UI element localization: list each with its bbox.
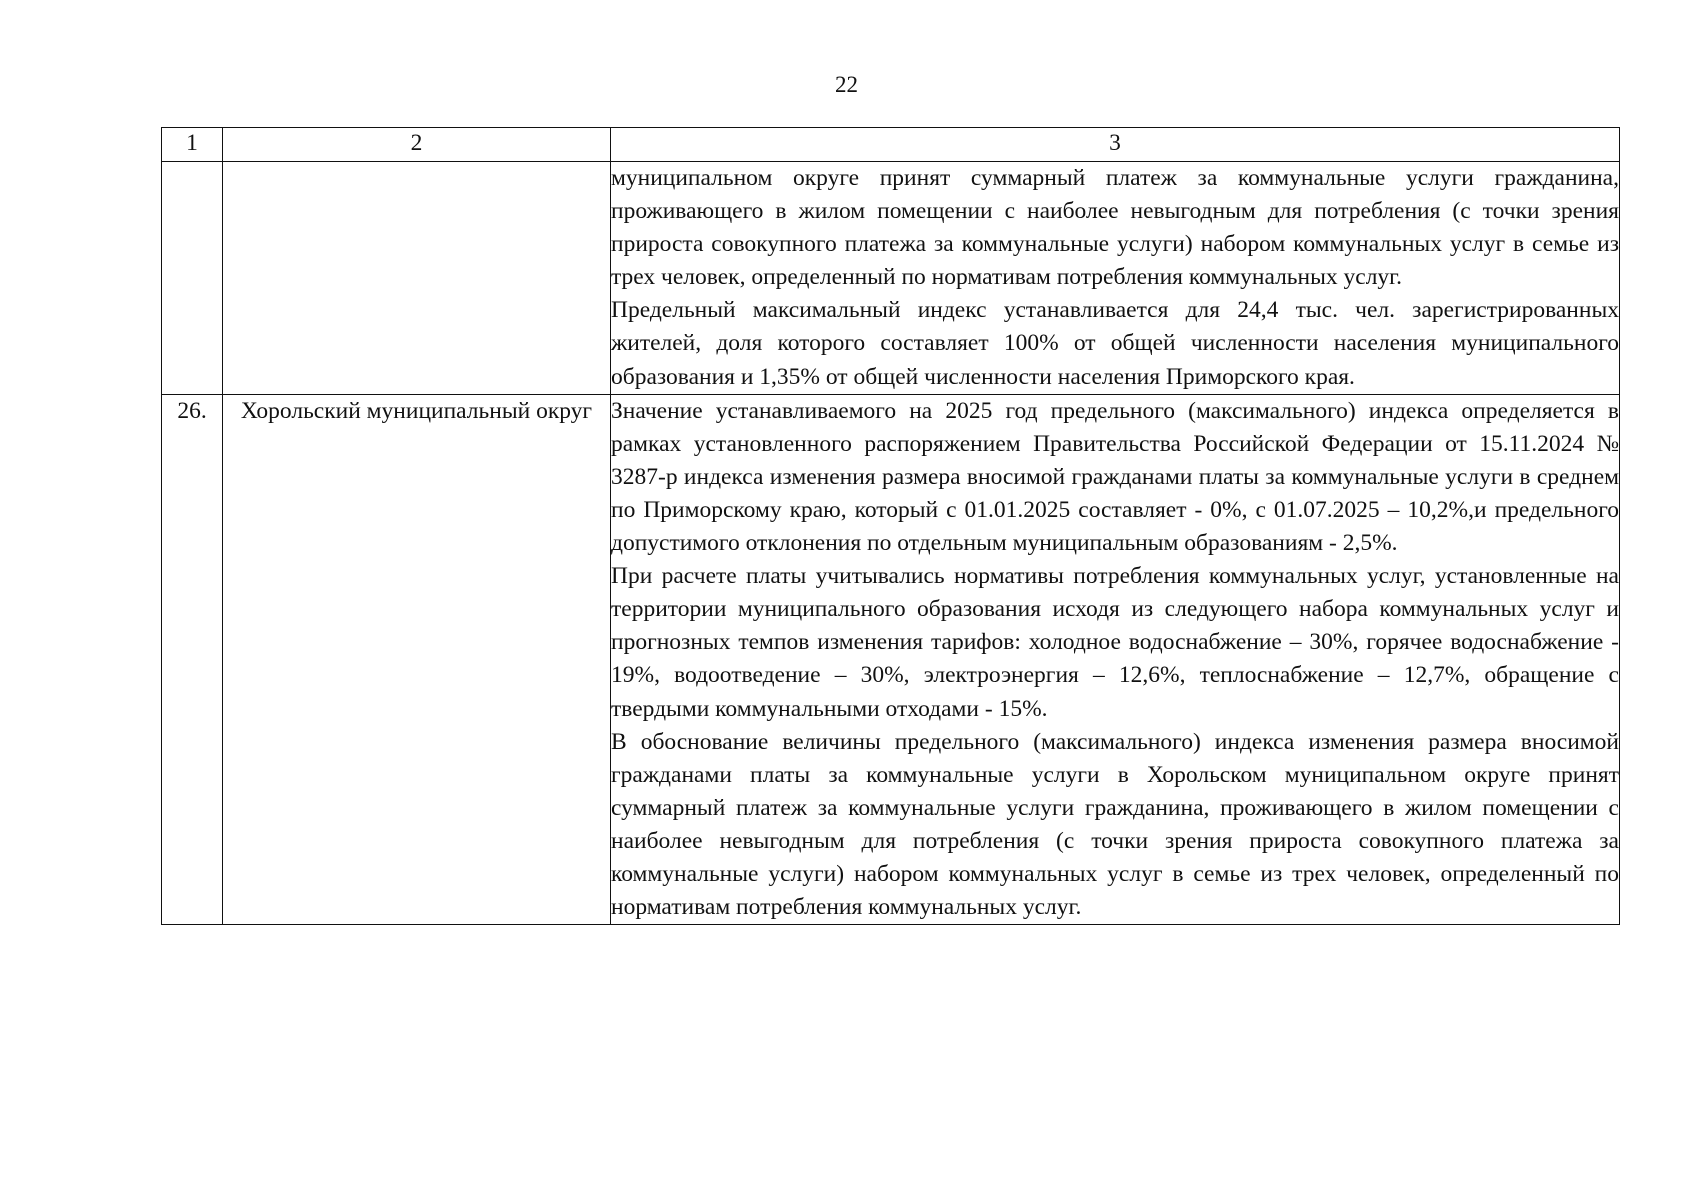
description-cell	[611, 394, 1620, 925]
table-header-row	[162, 128, 1620, 162]
column-header-2: 2	[223, 128, 611, 162]
page-number: 22	[835, 72, 858, 97]
description-paragraph: В обоснование величины предельного (максимального) индекса изменения размера вносимой гражданами платы за коммунальные услуги в Хорольском муниципальном округе принят суммарный платеж за коммунальные услуги гражданина, проживающего в жилом помещении с наиболее невыгодным для потребления (с точки зрения прироста совокупного платежа за коммунальные услуги) набором коммунальных услуг в семье из трех человек, определенный по нормативам потребления коммунальных услуг.	[611, 728, 1619, 921]
description-paragraph: муниципальном округе принят суммарный платеж за коммунальные услуги гражданина, проживающего в жилом помещении с наиболее невыгодным для потребления (с точки зрения прироста совокупного платежа за коммунальные услуги) набором коммунальных услуг в семье из трех человек, определенный по нормативам потребления коммунальных услуг.	[611, 165, 1619, 291]
column-header-1: 1	[162, 128, 223, 162]
municipality-name-cell: Хорольский муниципальный округ	[223, 394, 611, 925]
municipality-name-cell	[223, 162, 611, 395]
description-paragraph: Предельный максимальный индекс устанавливается для 24,4 тыс. чел. зарегистрированных жителей, доля которого составляет 100% от общей численности населения муниципального образования и 1,35% от общей численности населения Приморского края.	[611, 297, 1619, 390]
column-header-3: 3	[611, 128, 1620, 162]
description-cell	[611, 162, 1620, 395]
data-table	[161, 127, 1620, 925]
table-row-continuation	[162, 162, 1620, 395]
description-paragraph: Значение устанавливаемого на 2025 год предельного (максимального) индекса определяется в рамках установленного распоряжением Правительства Российской Федерации от 15.11.2024 № 3287-р индекса изменения размера вносимой гражданами платы за коммунальные услуги в среднем по Приморскому краю, который с 01.01.2025 составляет - 0%, с 01.07.2025 – 10,2%,и предельного допустимого отклонения по отдельным муниципальным образованиям - 2,5%.	[611, 397, 1619, 557]
table-row-26	[162, 394, 1620, 925]
row-number-cell	[162, 162, 223, 395]
row-number-cell: 26.	[162, 394, 223, 925]
description-paragraph: При расчете платы учитывались нормативы потребления коммунальных услуг, установленные на территории муниципального образования исходя из следующего набора коммунальных услуг и прогнозных темпов изменения тарифов: холодное водоснабжение – 30%, горячее водоснабжение - 19%, водоотведение – 30%, электроэнергия – 12,6%, теплоснабжение – 12,7%, обращение с твердыми коммунальными отходами - 15%.	[611, 563, 1619, 722]
